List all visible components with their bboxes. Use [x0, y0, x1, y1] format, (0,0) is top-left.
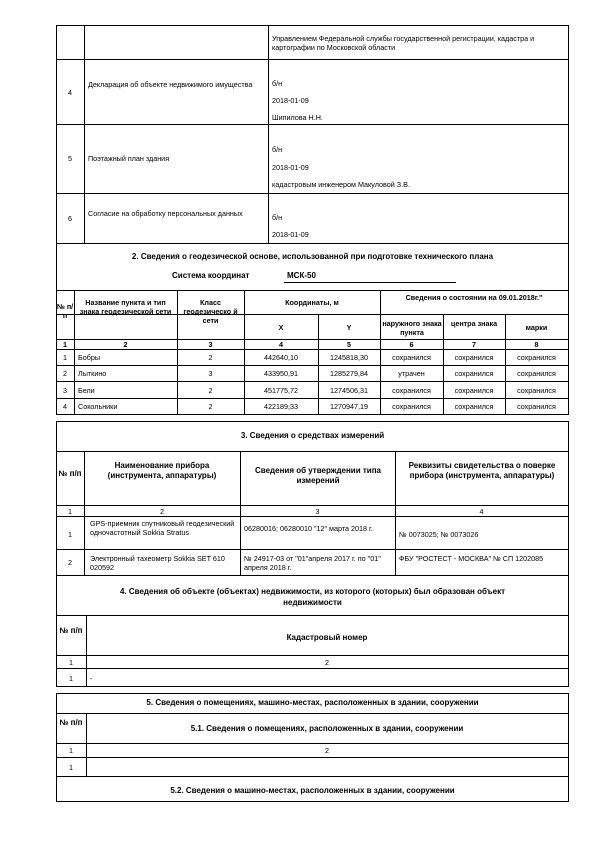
section5-1-title: 5.1. Сведения о помещениях, расположенных в здании, сооружении [190, 724, 464, 733]
geo-marks: сохранился [517, 369, 556, 378]
section3-title: 3. Сведения о средствах измерений [240, 431, 385, 440]
geo-col-outer-header: наружного знака пункта [382, 319, 442, 337]
doc-row-date: 2018-01-09 [272, 163, 309, 172]
instr-approval: № 24917-03 от "01"апреля 2017 г. по "01" апреля 2018 г. [244, 554, 381, 572]
doc-row-date: 2018-01-09 [272, 230, 309, 239]
geo-col-coords-header: Координаты, м [285, 298, 339, 307]
geo-colnum: 7 [472, 340, 476, 349]
geo-class: 3 [208, 369, 213, 378]
geo-colnum: 1 [63, 340, 67, 349]
instr-verification: ФБУ "РОСТЕСТ - МОСКВА" № СП 1202085 [399, 554, 544, 563]
geo-marks: сохранился [517, 402, 556, 411]
geo-outer: сохранился [392, 402, 431, 411]
doc-row-name: Поэтажный план здания [88, 154, 170, 163]
src-colnum: 2 [325, 658, 329, 667]
instr-col-approval-header: Сведения об утверждении типа измерений [255, 466, 381, 485]
geo-outer: сохранился [392, 353, 431, 362]
coord-system-label: Система координат [172, 271, 250, 280]
geo-col-center-header: центра знака [450, 319, 498, 328]
geo-colnum: 3 [208, 340, 213, 349]
doc-row-author: кадастровым инженером Макуловой З.В. [272, 180, 410, 189]
geo-name: Бобры [78, 353, 100, 362]
doc-row-num: 4 [68, 88, 72, 97]
geo-colnum: 5 [347, 340, 351, 349]
doc-row-number: б/н [272, 213, 283, 222]
src-num: 1 [69, 674, 73, 683]
instr-approval: 06280016; 06280010 "12" марта 2018 г. [244, 524, 373, 533]
geo-col-num-header: № п/п [56, 302, 74, 320]
instr-num: 2 [68, 558, 72, 567]
geo-y: 1285279,84 [330, 369, 368, 378]
geo-name: Сокольники [78, 402, 118, 411]
doc-row-num: 6 [68, 214, 72, 223]
geo-y: 1274506,31 [330, 386, 368, 395]
geo-col-state-header: Сведения о состоянии на 09.01.2018г." [405, 293, 543, 302]
geo-y: 1270947,19 [330, 402, 368, 411]
section2-title: 2. Сведения о геодезической основе, использованной при подготовке технического плана [131, 252, 494, 261]
issuer-text: Управлением Федеральной службы государственной регистрации, кадастра и картографии по Московской области [272, 34, 535, 52]
geo-y: 1245818,30 [330, 353, 368, 362]
src-col-num-header: № п/п [59, 626, 83, 635]
section4-title: 4. Сведения об объекте (объектах) недвижимости, из которого (которых) был образован объект недвижимости [120, 587, 505, 607]
premises-col-num-header: № п/п [59, 718, 83, 727]
geo-colnum: 2 [123, 340, 128, 349]
geo-colnum: 8 [534, 340, 539, 349]
instr-col-num-header: № п/п [58, 469, 82, 478]
geo-class: 2 [208, 353, 213, 362]
geo-num: 3 [63, 386, 67, 395]
premises-colnum: 1 [69, 746, 73, 755]
geo-col-name-header: Название пункта и тип знака геодезической сети [79, 298, 172, 316]
geo-x: 451775,72 [264, 386, 298, 395]
geo-outer: утрачен [398, 369, 425, 378]
geo-colnum: 6 [409, 340, 414, 349]
instr-colnum: 1 [68, 507, 72, 516]
geo-marks: сохранился [517, 353, 556, 362]
doc-row-name: Согласие на обработку персональных данных [88, 209, 243, 218]
instr-colnum: 2 [160, 507, 164, 516]
geo-marks: сохранился [517, 386, 556, 395]
geo-colnum: 4 [279, 340, 283, 349]
geo-name: Лыткино [78, 369, 107, 378]
instr-colnum: 4 [479, 507, 484, 516]
premises-num: 1 [69, 763, 73, 772]
geo-col-marks-header: марки [525, 323, 548, 332]
coord-system-value: МСК-50 [287, 271, 316, 280]
premises-colnum: 2 [325, 746, 329, 755]
geo-center: сохранился [454, 386, 494, 395]
geo-x: 433950,91 [264, 369, 298, 378]
instr-colnum: 3 [315, 507, 320, 516]
instr-verification: № 0073025; № 0073026 [399, 530, 479, 539]
geo-num: 1 [63, 353, 67, 362]
geo-col-y-header: Y [346, 323, 352, 332]
geo-outer: сохранился [392, 386, 431, 395]
geo-center: сохранился [454, 353, 494, 362]
geo-center: сохранился [454, 402, 494, 411]
geo-class: 2 [208, 402, 213, 411]
geo-class: 2 [208, 386, 213, 395]
doc-row-number: б/н [272, 145, 283, 154]
instr-col-device-header: Наименование прибора (инструмента, аппаратуры) [107, 461, 217, 480]
geo-name: Бели [78, 386, 95, 395]
src-cadastral: - [90, 674, 93, 683]
geo-col-x-header: X [278, 323, 284, 332]
doc-row-date: 2018-01-09 [272, 96, 309, 105]
src-colnum: 1 [69, 658, 73, 667]
src-col-cadastral-header: Кадастровый номер [286, 633, 368, 642]
geo-num: 2 [63, 369, 67, 378]
section5-2-title: 5.2. Сведения о машино-местах, расположенных в здании, сооружении [170, 786, 455, 795]
geo-x: 442640,10 [264, 353, 298, 362]
section5-title: 5. Сведения о помещениях, машино-местах, расположенных в здании, сооружении [146, 698, 479, 707]
instr-col-verification-header: Реквизиты свидетельства о поверке прибора (инструмента, аппаратуры) [408, 461, 556, 480]
geo-num: 4 [63, 402, 67, 411]
instr-num: 1 [68, 530, 72, 539]
doc-row-num: 5 [68, 154, 72, 163]
coord-system-underline [284, 282, 456, 283]
instr-device: GPS-приемник спутниковый геодезический одночастотный Sokkia Stratus [90, 519, 235, 537]
doc-row-number: б/н [272, 79, 283, 88]
geo-x: 422189,33 [264, 402, 298, 411]
instr-device: Электронный тахеометр Sokkia SET 610 020592 [90, 554, 225, 572]
geo-center: сохранился [454, 369, 494, 378]
doc-row-name: Декларация об объекте недвижимого имущества [88, 80, 253, 89]
doc-row-author: Шипилова Н.Н. [272, 113, 323, 122]
geo-col-class-header: Класс геодезическо й сети [183, 298, 238, 325]
